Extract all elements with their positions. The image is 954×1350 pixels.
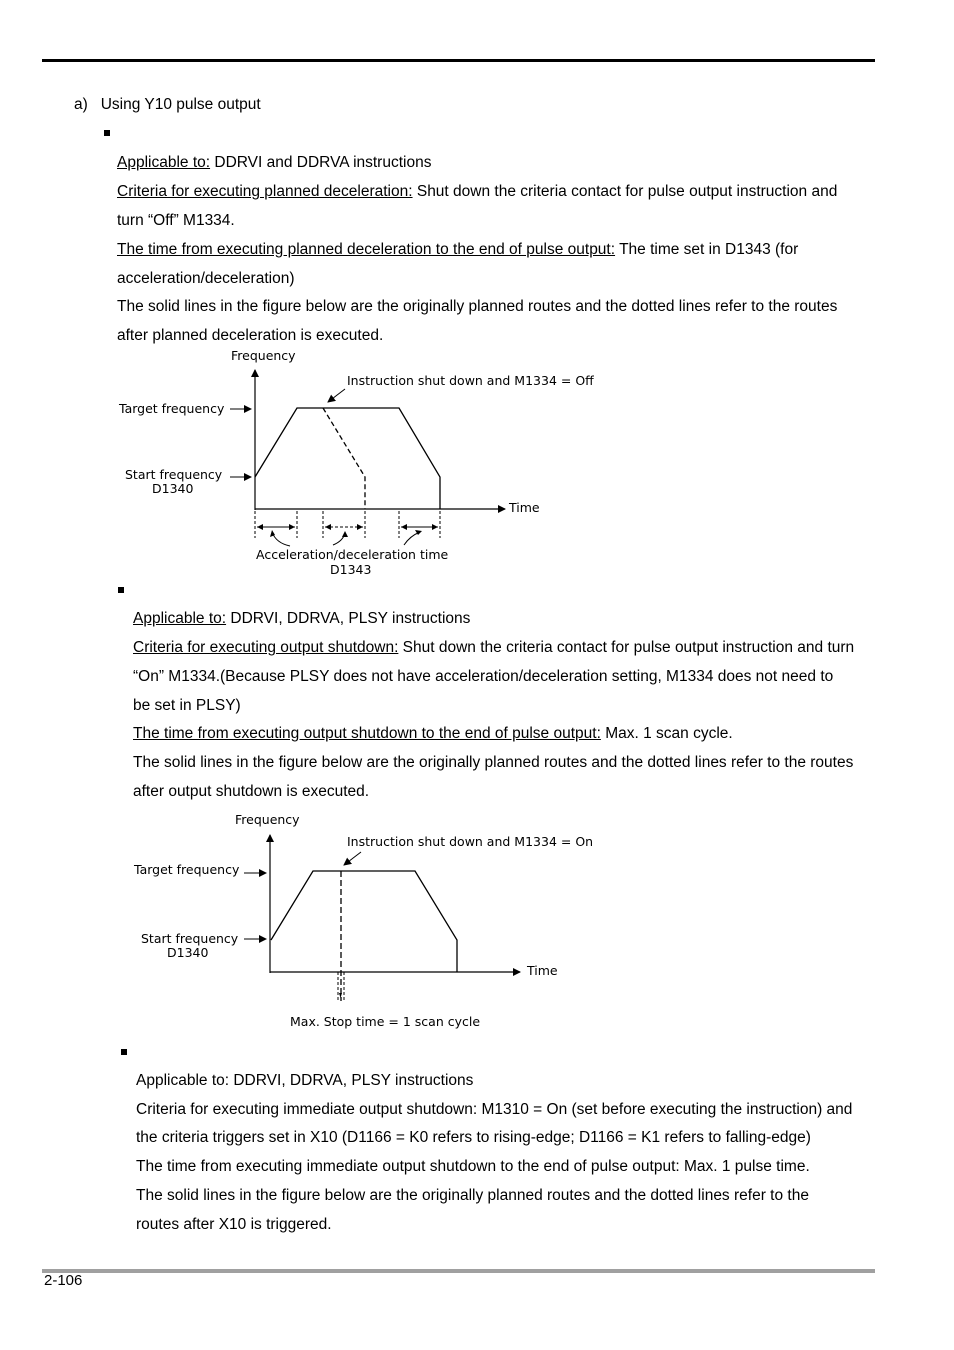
fig2-xlabel: Time xyxy=(527,963,558,978)
bullet-2 xyxy=(118,587,124,593)
fig1-accel-label-2: D1343 xyxy=(330,562,372,577)
header-rule xyxy=(42,59,875,62)
intro-heading: a) Using Y10 pulse output xyxy=(74,96,261,113)
s1-desc-1: The solid lines in the figure below are the originally planned routes and the dotted lines refer to the routes xyxy=(117,298,838,315)
s3-desc-2: routes after X10 is triggered. xyxy=(136,1216,332,1233)
fig1-planned-route xyxy=(255,408,440,509)
s2-desc-2: after output shutdown is executed. xyxy=(133,783,370,800)
s2-criteria: Criteria for executing output shutdown: Shut down the criteria contact for pulse output instruction and turn xyxy=(133,639,855,656)
page-number: 2-106 xyxy=(44,1272,83,1289)
fig1-xlabel: Time xyxy=(509,500,540,515)
s1-applicable: Applicable to: DDRVI and DDRVA instructions xyxy=(117,154,432,171)
s2-time: The time from executing output shutdown to the end of pulse output: Max. 1 scan cycle. xyxy=(133,725,733,742)
s2-criteria-cont-2: be set in PLSY) xyxy=(133,697,241,714)
s3-criteria-1: Criteria for executing immediate output shutdown: M1310 = On (set before executing the instruction) and xyxy=(136,1101,853,1118)
s1-criteria-cont: turn “Off” M1334. xyxy=(117,212,235,229)
fig1-start-label-2: D1340 xyxy=(152,481,194,496)
fig2-ylabel: Frequency xyxy=(235,812,300,827)
fig2-target-label: Target frequency xyxy=(134,862,240,877)
s2-criteria-cont-1: “On” M1334.(Because PLSY does not have acceleration/deceleration setting, M1334 does not need to xyxy=(133,668,834,685)
figure-planned-deceleration xyxy=(0,340,954,585)
fig1-annotation-arrow xyxy=(328,389,345,402)
s1-desc-2: after planned deceleration is executed. xyxy=(117,327,384,344)
figure-output-shutdown xyxy=(0,805,954,1035)
s3-time: The time from executing immediate output shutdown to the end of pulse output: Max. 1 pulse time. xyxy=(136,1158,810,1175)
s2-applicable: Applicable to: DDRVI, DDRVA, PLSY instructions xyxy=(133,610,471,627)
s2-desc-1: The solid lines in the figure below are the originally planned routes and the dotted lines refer to the routes xyxy=(133,754,854,771)
fig2-planned-route xyxy=(271,871,457,972)
s3-applicable: Applicable to: DDRVI, DDRVA, PLSY instructions xyxy=(136,1072,474,1089)
fig1-accel-label-1: Acceleration/deceleration time xyxy=(256,547,449,562)
fig2-annotation: Instruction shut down and M1334 = On xyxy=(347,834,594,849)
s1-criteria: Criteria for executing planned deceleration: Shut down the criteria contact for pulse output instruction and xyxy=(117,183,838,200)
fig2-start-label-2: D1340 xyxy=(167,945,209,960)
fig1-start-label-1: Start frequency xyxy=(125,467,223,482)
fig2-annotation-arrow xyxy=(344,852,361,865)
s3-criteria-2: the criteria triggers set in X10 (D1166 = K0 refers to rising-edge; D1166 = K1 refers to falling-edge) xyxy=(136,1129,811,1146)
fig1-decel-route xyxy=(323,408,365,509)
fig1-annotation: Instruction shut down and M1334 = Off xyxy=(347,373,594,388)
s1-time: The time from executing planned deceleration to the end of pulse output: The time set in D1343 (for xyxy=(117,241,799,258)
fig2-stop-label: Max. Stop time = 1 scan cycle xyxy=(290,1014,481,1029)
s1-time-cont: acceleration/deceleration) xyxy=(117,270,295,287)
footer-rule xyxy=(42,1269,875,1273)
bullet-3 xyxy=(121,1049,127,1055)
bullet-1 xyxy=(104,130,110,136)
fig2-start-label-1: Start frequency xyxy=(141,931,239,946)
fig1-ylabel: Frequency xyxy=(231,348,296,363)
fig1-target-label: Target frequency xyxy=(119,401,225,416)
s3-desc-1: The solid lines in the figure below are the originally planned routes and the dotted lines refer to the xyxy=(136,1187,809,1204)
